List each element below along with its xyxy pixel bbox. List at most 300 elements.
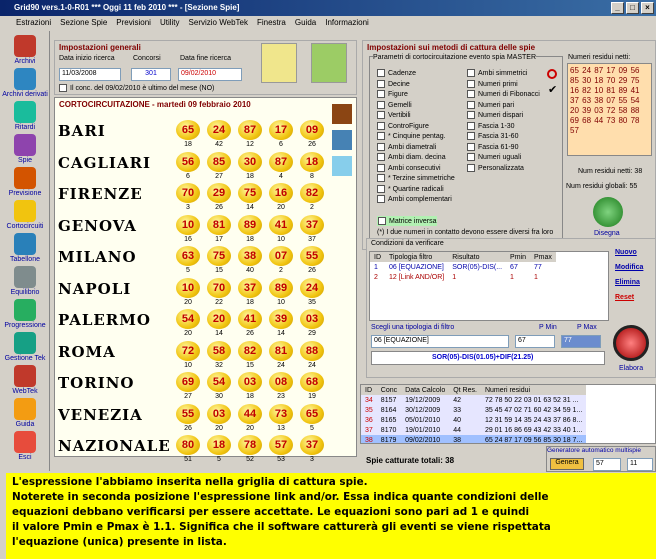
people-icon[interactable] xyxy=(332,130,352,150)
conditions-header[interactable]: Tipologia filtro xyxy=(389,253,433,261)
method-option[interactable]: Personalizzata xyxy=(467,164,524,172)
residual-numbers: 65 24 87 17 09 56 85 30 18 70 29 75 16 82 10 81 89 41 37 63 38 07 55 54 20 39 03 72 58 88 69 68 44 73 80 78 57 xyxy=(567,63,652,156)
delay-value: 16 xyxy=(184,235,192,243)
number-ball[interactable]: 68 xyxy=(300,372,324,392)
number-ball[interactable]: 41 xyxy=(238,309,262,329)
conditions-header[interactable]: Risultato xyxy=(452,253,480,261)
number-ball[interactable]: 82 xyxy=(300,183,324,203)
result-cell: 12 31 59 14 35 24 43 37 86 8... xyxy=(484,416,583,424)
clear-icon[interactable] xyxy=(547,69,557,79)
sidebar-label: Archivi derivati xyxy=(2,91,48,98)
conditions-header[interactable]: Pmax xyxy=(534,253,552,261)
delay-value: 32 xyxy=(215,361,223,369)
delay-value: 20 xyxy=(246,424,254,432)
menu-item[interactable]: Sezione Spie xyxy=(60,18,108,27)
result-cell: 09/02/2010 xyxy=(405,436,441,444)
grid-title: CORTOCIRCUITAZIONE - martedì 09 febbraio 2010 xyxy=(59,100,251,109)
condition-cell: SOR(05)-DIS(... xyxy=(452,263,503,271)
condition-cell: 2 xyxy=(374,273,378,281)
result-cell: 05/01/2010 xyxy=(405,416,441,424)
condition-row[interactable] xyxy=(370,262,556,272)
number-ball[interactable]: 41 xyxy=(269,215,293,235)
result-cell: 8164 xyxy=(380,406,397,414)
condition-cell: 77 xyxy=(534,263,542,271)
number-ball[interactable]: 75 xyxy=(207,246,231,266)
matrix-option[interactable]: Matrice inversa xyxy=(377,216,437,226)
title-bar xyxy=(0,0,656,16)
number-ball[interactable]: 89 xyxy=(238,215,262,235)
delay-value: 42 xyxy=(215,141,223,148)
delay-value: 14 xyxy=(277,330,285,337)
sidebar-label: Progressione xyxy=(4,322,46,329)
results-header[interactable]: Numeri residui xyxy=(484,386,531,394)
net-count: Num residui netti: 38 xyxy=(578,168,643,175)
start-date-field[interactable]: 11/03/2008 xyxy=(59,68,121,81)
draw-button[interactable] xyxy=(593,197,623,227)
result-cell: 19/12/2009 xyxy=(405,396,441,404)
number-ball[interactable]: 63 xyxy=(176,246,200,266)
number-ball[interactable]: 56 xyxy=(176,152,200,172)
sidebar-label: Tabellone xyxy=(10,256,40,263)
number-ball[interactable]: 07 xyxy=(269,246,293,266)
number-ball[interactable]: 37 xyxy=(300,215,324,235)
delay-value: 23 xyxy=(277,393,285,400)
number-ball[interactable]: 24 xyxy=(300,278,324,298)
number-ball[interactable]: 78 xyxy=(238,435,262,455)
city-name: ROMA xyxy=(58,342,116,361)
delay-value: 10 xyxy=(277,235,285,243)
delay-value: 52 xyxy=(246,456,254,463)
check-icon[interactable]: ✔ xyxy=(548,84,558,96)
number-ball[interactable]: 24 xyxy=(207,120,231,140)
pmin-select[interactable]: 67 xyxy=(515,335,555,348)
delay-value: 8 xyxy=(310,172,314,180)
sidebar-item[interactable] xyxy=(2,68,48,98)
filter-select[interactable]: 06 [EQUAZIONE] xyxy=(371,335,509,348)
sidebar-icon xyxy=(14,167,36,189)
city-name: GENOVA xyxy=(58,216,137,235)
result-cell: 65 24 87 17 09 56 85 30 18 7... xyxy=(484,436,583,444)
method-option[interactable]: Numeri primi xyxy=(467,80,518,88)
condition-row[interactable] xyxy=(370,272,556,282)
number-ball[interactable]: 54 xyxy=(176,309,200,329)
delay-value: 26 xyxy=(246,330,254,337)
result-cell: 35 xyxy=(365,406,373,414)
delay-value: 26 xyxy=(308,141,316,148)
sidebar-label: Guida xyxy=(15,421,35,428)
end-date-field[interactable]: 09/02/2010 xyxy=(178,68,242,81)
pmax-label: P Max xyxy=(577,324,597,331)
delay-value: 19 xyxy=(308,393,316,400)
sidebar-icon xyxy=(14,332,36,354)
condition-link[interactable]: Modifica xyxy=(615,264,644,271)
conditions-header[interactable]: Pmin xyxy=(510,253,526,261)
result-cell: 8170 xyxy=(380,426,397,434)
delay-value: 26 xyxy=(308,267,316,274)
result-row[interactable] xyxy=(361,415,586,425)
sidebar-item[interactable] xyxy=(2,167,48,197)
sidebar-item[interactable] xyxy=(2,398,48,428)
method-option[interactable]: Decine xyxy=(377,80,410,88)
methods-footnote: (*) I due numeri in contatto devono essere diversi fra loro xyxy=(377,229,554,236)
city-name: NAPOLI xyxy=(58,279,132,298)
auto-select-2[interactable]: 11 xyxy=(627,458,653,471)
city-name: BARI xyxy=(58,122,106,140)
sidebar-item[interactable] xyxy=(2,134,48,164)
result-row[interactable] xyxy=(361,395,586,405)
condition-cell: 06 [EQUAZIONE] xyxy=(389,263,444,271)
city-name: NAZIONALE xyxy=(58,437,171,455)
formula-field[interactable]: SOR(05)-DIS(01.05)+DIF(21.25) xyxy=(371,351,605,365)
result-cell: 8179 xyxy=(380,436,397,444)
method-option[interactable]: Fascia 61-90 xyxy=(467,143,518,151)
pmin-label: P Min xyxy=(539,324,557,331)
delay-value: 6 xyxy=(186,172,190,180)
choose-filter-label: Scegli una tipologia di filtro xyxy=(371,324,455,331)
method-option[interactable]: Vertibili xyxy=(377,111,411,119)
method-option[interactable]: Ambi simmetrici xyxy=(467,69,527,77)
sidebar-icon xyxy=(14,101,36,123)
number-ball[interactable]: 44 xyxy=(238,404,262,424)
delay-value: 24 xyxy=(308,361,316,369)
sidebar-label: Equilibrio xyxy=(10,289,40,296)
menu-item[interactable]: Previsioni xyxy=(116,18,151,27)
result-cell: 33 xyxy=(453,406,462,414)
number-ball[interactable]: 38 xyxy=(238,246,262,266)
delay-value: 35 xyxy=(308,298,316,306)
result-row[interactable] xyxy=(361,425,586,435)
city-name: VENEZIA xyxy=(58,405,143,424)
sidebar-icon xyxy=(14,299,36,321)
total-captured: Spie catturate totali: 38 xyxy=(366,456,455,465)
method-option[interactable]: * Cinquine pentag. xyxy=(377,132,446,140)
number-ball[interactable]: 18 xyxy=(300,152,324,172)
condition-link[interactable]: Elimina xyxy=(615,279,640,286)
menu-item[interactable]: Utility xyxy=(159,18,180,27)
method-option[interactable]: ControFigure xyxy=(377,122,429,130)
city-name: PALERMO xyxy=(58,311,151,329)
menu-item[interactable]: Guida xyxy=(294,18,317,27)
delay-value: 3 xyxy=(310,456,314,463)
condition-link[interactable]: Reset xyxy=(615,294,635,301)
result-cell: 29 01 16 86 69 43 42 33 40 1... xyxy=(484,426,583,434)
pmax-select[interactable]: 77 xyxy=(561,335,601,348)
sidebar-label: Esci xyxy=(18,454,32,461)
delay-value: 29 xyxy=(308,330,316,337)
method-option[interactable]: Ambi consecutivi xyxy=(377,164,441,172)
number-ball[interactable]: 82 xyxy=(238,341,262,361)
result-cell: 37 xyxy=(365,426,373,434)
delay-value: 6 xyxy=(279,141,283,148)
method-option[interactable]: Ambi complementari xyxy=(377,195,452,203)
number-ball[interactable]: 18 xyxy=(207,435,231,455)
save-icon[interactable] xyxy=(261,43,297,83)
generate-button[interactable]: Genera xyxy=(550,458,584,470)
number-ball[interactable]: 20 xyxy=(207,309,231,329)
delay-value: 18 xyxy=(246,235,254,243)
method-option[interactable]: Gemelli xyxy=(377,101,412,109)
number-ball[interactable]: 58 xyxy=(207,341,231,361)
delay-value: 17 xyxy=(215,235,223,243)
sidebar-label: Cortocircuiti xyxy=(6,223,44,230)
results-table xyxy=(361,385,586,444)
new-folder-icon[interactable] xyxy=(311,43,347,83)
result-row[interactable] xyxy=(361,405,586,415)
results-header[interactable]: Data Calcolo xyxy=(405,386,446,394)
delay-value: 27 xyxy=(215,172,223,180)
condition-cell: 12 [Link AND/OR] xyxy=(389,273,445,281)
sidebar-item[interactable] xyxy=(2,233,48,263)
result-cell: 42 xyxy=(453,396,462,404)
month-end-note: Il conc. del 09/02/2010 è ultimo del mese (NO) xyxy=(59,84,214,92)
result-cell: 30/12/2009 xyxy=(405,406,441,414)
sidebar-item[interactable] xyxy=(2,332,48,362)
sidebar-icon xyxy=(14,431,36,453)
city-name: MILANO xyxy=(58,248,137,266)
results-header[interactable]: Qt Res. xyxy=(453,386,477,394)
sidebar-label: Ritardi xyxy=(14,124,36,131)
number-ball[interactable]: 10 xyxy=(176,215,200,235)
sidebar-item[interactable] xyxy=(2,299,48,329)
delay-value: 14 xyxy=(246,204,254,211)
number-ball[interactable]: 37 xyxy=(238,278,262,298)
delay-value: 20 xyxy=(184,330,192,337)
city-name: FIRENZE xyxy=(58,185,143,203)
menu-item[interactable]: Informazioni xyxy=(325,18,369,27)
toolbar-icon[interactable] xyxy=(332,104,352,124)
auto-generator: Generatore automatico multispie Genera 57 11 xyxy=(546,446,656,472)
result-cell: 38 xyxy=(365,436,373,444)
sidebar-icon xyxy=(14,365,36,387)
sidebar-label: Spie xyxy=(17,157,32,164)
delay-value: 15 xyxy=(215,267,223,274)
sidebar-icon xyxy=(14,68,36,90)
delay-value: 15 xyxy=(246,361,254,369)
method-option[interactable]: * Quartine radicali xyxy=(377,185,444,193)
month-end-checkbox[interactable] xyxy=(59,84,67,92)
caption-line: L'espressione l'abbiamo inserita nella griglia di cattura spie. xyxy=(12,476,368,488)
menu-item[interactable]: Estrazioni xyxy=(16,18,52,27)
sidebar-item[interactable] xyxy=(2,365,48,395)
delay-value: 27 xyxy=(184,393,192,400)
sidebar-label: WebTek xyxy=(12,388,38,395)
number-ball[interactable]: 73 xyxy=(269,404,293,424)
method-option[interactable]: Numeri uguali xyxy=(467,153,521,161)
delay-value: 14 xyxy=(215,330,223,337)
number-ball[interactable]: 54 xyxy=(207,372,231,392)
number-ball[interactable]: 39 xyxy=(269,309,293,329)
close-button[interactable]: × xyxy=(641,2,654,14)
method-option[interactable]: Fascia 31-60 xyxy=(467,132,518,140)
sidebar-label: Previsione xyxy=(8,190,42,197)
delay-value: 20 xyxy=(184,298,192,306)
city-name: CAGLIARI xyxy=(58,153,152,172)
run-label: Elabora xyxy=(619,365,644,372)
number-ball[interactable]: 37 xyxy=(300,435,324,455)
number-ball[interactable]: 81 xyxy=(207,215,231,235)
delay-value: 26 xyxy=(184,424,192,432)
sidebar xyxy=(0,31,50,471)
method-option[interactable]: Cadenze xyxy=(377,69,416,77)
sidebar-icon xyxy=(14,200,36,222)
delay-value: 18 xyxy=(246,298,254,306)
menu-bar xyxy=(0,16,656,30)
condition-cell: 1 xyxy=(452,273,457,281)
number-ball[interactable]: 70 xyxy=(207,278,231,298)
minimize-button[interactable]: _ xyxy=(611,2,624,14)
number-ball[interactable]: 87 xyxy=(269,152,293,172)
condition-cell: 1 xyxy=(534,273,538,281)
delay-value: 26 xyxy=(215,204,223,211)
conditions-header[interactable]: ID xyxy=(374,253,381,261)
number-ball[interactable]: 03 xyxy=(238,372,262,392)
number-ball[interactable]: 81 xyxy=(269,341,293,361)
sidebar-icon xyxy=(14,134,36,156)
menu-item[interactable]: Servizio WebTek xyxy=(188,18,248,27)
number-ball[interactable]: 03 xyxy=(300,309,324,329)
delay-value: 12 xyxy=(246,141,254,148)
delay-value: 20 xyxy=(215,424,223,432)
result-cell: 72 78 50 22 03 01 63 52 31 ... xyxy=(484,396,579,404)
start-date-label: Data inizio ricerca xyxy=(59,55,115,62)
number-ball[interactable]: 08 xyxy=(269,372,293,392)
result-row[interactable] xyxy=(361,435,586,444)
run-button[interactable] xyxy=(613,325,649,361)
auto-select-1[interactable]: 57 xyxy=(593,458,621,471)
result-cell: 8165 xyxy=(380,416,397,424)
number-ball[interactable]: 03 xyxy=(207,404,231,424)
delay-value: 10 xyxy=(277,298,285,306)
sidebar-item[interactable] xyxy=(2,200,48,230)
delay-value: 5 xyxy=(310,424,314,432)
number-ball[interactable]: 57 xyxy=(269,435,293,455)
number-ball[interactable]: 65 xyxy=(176,120,200,140)
caption-line: Noterete in seconda posizione l'espressione link and/or. Essa indica quante condizioni delle xyxy=(12,491,549,503)
number-ball[interactable]: 09 xyxy=(300,120,324,140)
number-ball[interactable]: 72 xyxy=(176,341,200,361)
condition-cell: 1 xyxy=(510,273,514,281)
conditions-table xyxy=(370,252,556,282)
sidebar-item[interactable] xyxy=(2,266,48,296)
sidebar-item[interactable] xyxy=(2,431,48,461)
result-cell: 8157 xyxy=(380,396,397,404)
city-name: TORINO xyxy=(58,374,135,392)
number-ball[interactable]: 88 xyxy=(300,341,324,361)
result-cell: 19/01/2010 xyxy=(405,426,441,434)
delay-value: 13 xyxy=(277,424,285,432)
methods-title: Impostazioni sui metodi di cattura delle spie xyxy=(367,43,536,52)
number-ball[interactable]: 17 xyxy=(269,120,293,140)
delay-value: 53 xyxy=(277,456,285,463)
number-ball[interactable]: 89 xyxy=(269,278,293,298)
number-ball[interactable]: 70 xyxy=(176,183,200,203)
method-option[interactable]: Ambi diam. decina xyxy=(377,153,446,161)
method-option[interactable]: Numeri di Fibonacci xyxy=(467,90,540,98)
condition-cell: 1 xyxy=(374,263,378,271)
sidebar-label: Gestione Tek xyxy=(4,355,46,362)
caption-line: equazioni debbano verificarsi per essere accettate. Le equazioni sono pari ad 1 e quindi xyxy=(12,506,530,518)
method-option[interactable]: Ambi diametrali xyxy=(377,143,436,151)
delay-value: 18 xyxy=(246,172,254,180)
caption-line: il valore Pmin e Pmax è 1.1. Significa che il software catturerà gli eventi se viene rispettata xyxy=(12,521,551,533)
draws-label: Concorsi xyxy=(133,55,161,62)
delay-value: 4 xyxy=(279,172,283,180)
conditions-panel xyxy=(366,238,656,378)
delay-value: 20 xyxy=(277,204,285,211)
delay-value: 2 xyxy=(310,204,314,211)
number-ball[interactable]: 10 xyxy=(176,278,200,298)
condition-link[interactable]: Nuovo xyxy=(615,249,637,256)
window-title: Grid90 vers.1-0-R01 *** Oggi 11 feb 2010 *** - [Sezione Spie] xyxy=(14,3,240,12)
delay-value: 2 xyxy=(279,267,283,274)
residual-title: Numeri residui netti: xyxy=(568,54,631,61)
sidebar-icon xyxy=(14,233,36,255)
draw-label: Disegna xyxy=(594,230,620,237)
delay-value: 22 xyxy=(215,298,223,306)
maximize-button[interactable]: □ xyxy=(626,2,639,14)
number-ball[interactable]: 16 xyxy=(269,183,293,203)
general-title: Impostazioni generali xyxy=(59,43,141,52)
delay-value: 5 xyxy=(186,267,190,274)
caption-line: l'equazione (unica) presente in lista. xyxy=(12,536,227,548)
sidebar-label: Archivi xyxy=(14,58,36,65)
number-ball[interactable]: 65 xyxy=(300,404,324,424)
delay-value: 18 xyxy=(246,393,254,400)
number-ball[interactable]: 87 xyxy=(238,120,262,140)
number-ball[interactable]: 69 xyxy=(176,372,200,392)
number-ball[interactable]: 80 xyxy=(176,435,200,455)
sidebar-icon xyxy=(14,35,36,57)
end-date-label: Data fine ricerca xyxy=(180,55,231,62)
delay-value: 40 xyxy=(246,267,254,274)
method-option[interactable]: Numeri dispari xyxy=(467,111,523,119)
result-cell: 35 45 47 02 71 60 42 34 59 1... xyxy=(484,406,583,414)
method-option[interactable]: Fascia 1-30 xyxy=(467,122,515,130)
eraser-icon[interactable] xyxy=(332,156,352,176)
menu-item[interactable]: Finestra xyxy=(256,18,286,27)
global-count: Num residui globali: 55 xyxy=(566,183,638,190)
number-ball[interactable]: 55 xyxy=(300,246,324,266)
sidebar-item[interactable] xyxy=(2,35,48,65)
number-ball[interactable]: 85 xyxy=(207,152,231,172)
results-header[interactable]: ID xyxy=(365,386,372,394)
result-cell: 44 xyxy=(453,426,462,434)
delay-value: 24 xyxy=(277,361,285,369)
condition-cell: 67 xyxy=(510,263,518,271)
number-ball[interactable]: 30 xyxy=(238,152,262,172)
delay-value: 30 xyxy=(215,393,223,400)
result-cell: 34 xyxy=(365,396,373,404)
number-ball[interactable]: 29 xyxy=(207,183,231,203)
sidebar-item[interactable] xyxy=(2,101,48,131)
method-option[interactable]: Figure xyxy=(377,90,408,98)
params-title: Parametri di cortocircuitazione evento spia MASTER xyxy=(373,54,537,61)
number-ball[interactable]: 55 xyxy=(176,404,200,424)
delay-value: 18 xyxy=(184,141,192,148)
conditions-title: Condizioni da verificare xyxy=(371,240,444,247)
delay-value: 5 xyxy=(217,456,221,463)
caption-box xyxy=(6,473,656,559)
results-header[interactable]: Conc xyxy=(380,386,398,394)
draws-field[interactable]: 301 xyxy=(131,68,171,81)
method-option[interactable]: Numeri pari xyxy=(467,101,514,109)
delay-value: 3 xyxy=(186,204,190,211)
general-settings-panel xyxy=(54,40,357,95)
result-cell: 40 xyxy=(453,416,462,424)
number-ball[interactable]: 75 xyxy=(238,183,262,203)
result-cell: 38 xyxy=(453,436,462,444)
method-option[interactable]: * Terzine simmetriche xyxy=(377,174,455,182)
